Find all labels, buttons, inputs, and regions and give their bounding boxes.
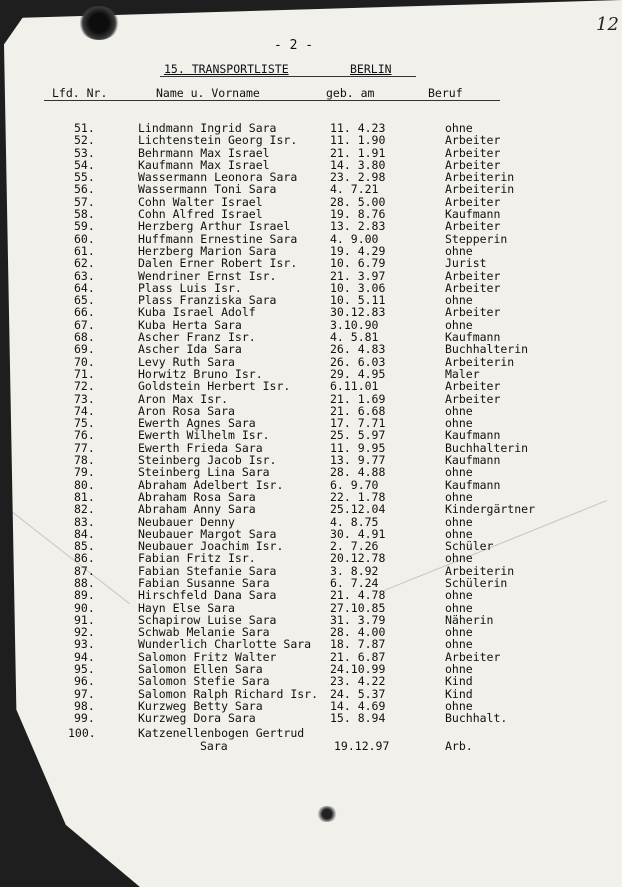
row-birthdate: 26. 6.03 bbox=[330, 354, 386, 369]
row-number: 74. bbox=[74, 403, 95, 418]
row-birthdate: 22. 1.78 bbox=[330, 489, 386, 504]
row-birthdate: 23. 2.98 bbox=[330, 170, 386, 185]
row-name: Ewerth Frieda Sara bbox=[138, 440, 263, 455]
row-birthdate: 21. 1.91 bbox=[330, 145, 386, 160]
row-number: 70. bbox=[74, 354, 95, 369]
row-name: Schwab Melanie Sara bbox=[138, 625, 270, 640]
row-occupation: ohne bbox=[445, 243, 473, 258]
row-occupation: Buchhalterin bbox=[445, 342, 529, 357]
row-number: 54. bbox=[74, 157, 95, 172]
row-name: Salomon Ralph Richard Isr. bbox=[138, 686, 319, 701]
row-birthdate: 21. 4.78 bbox=[330, 588, 386, 603]
row-name: Plass Luis Isr. bbox=[138, 280, 242, 295]
row-birthdate: 21. 1.69 bbox=[330, 391, 386, 406]
header-rule bbox=[44, 100, 500, 101]
title-underline bbox=[160, 76, 416, 77]
row-birthdate: 20.12.78 bbox=[330, 551, 386, 566]
row-occupation: Arbeiter bbox=[445, 268, 501, 283]
row-number: 81. bbox=[74, 489, 95, 504]
row-birthdate: 6. 7.24 bbox=[330, 575, 379, 590]
row-occupation: ohne bbox=[445, 403, 473, 418]
row-occupation: Arbeiter bbox=[445, 391, 501, 406]
row-birthdate: 4. 9.00 bbox=[330, 231, 379, 246]
row-number: 60. bbox=[74, 231, 95, 246]
row-name: Cohn Alfred Israel bbox=[138, 207, 263, 222]
row-name: Salomon Fritz Walter bbox=[138, 649, 277, 664]
row-occupation: Kind bbox=[445, 674, 473, 689]
row-name: Kuba Israel Adolf bbox=[138, 305, 256, 320]
list-row bbox=[0, 380, 622, 392]
list-row bbox=[0, 393, 622, 405]
row-name: Herzberg Marion Sara bbox=[138, 243, 277, 258]
row-birthdate: 21. 6.68 bbox=[330, 403, 386, 418]
column-header-job: Beruf bbox=[428, 86, 463, 100]
row-name: Hayn Else Sara bbox=[138, 600, 235, 615]
row-birthdate: 21. 3.97 bbox=[330, 268, 386, 283]
row-birthdate: 18. 7.87 bbox=[330, 637, 386, 652]
row-number: 78. bbox=[74, 453, 95, 468]
row-name: Goldstein Herbert Isr. bbox=[138, 379, 291, 394]
row-number: 71. bbox=[74, 366, 95, 381]
row-occupation: Buchhalterin bbox=[445, 440, 529, 455]
row-occupation: Arb. bbox=[445, 739, 473, 753]
row-birthdate: 19. 4.29 bbox=[330, 243, 386, 258]
row-name: Lichtenstein Georg Isr. bbox=[138, 133, 298, 148]
row-occupation: Arbeiter bbox=[445, 194, 501, 209]
row-name: Dalen Erner Robert Isr. bbox=[138, 256, 298, 271]
row-occupation: Arbeiter bbox=[445, 133, 501, 148]
row-birthdate: 4. 7.21 bbox=[330, 182, 379, 197]
row-birthdate: 27.10.85 bbox=[330, 600, 386, 615]
row-birthdate: 10. 3.06 bbox=[330, 280, 386, 295]
row-name: Steinberg Lina Sara bbox=[138, 465, 270, 480]
row-birthdate: 10. 5.11 bbox=[330, 293, 386, 308]
row-name: Salomon Ellen Sara bbox=[138, 662, 263, 677]
row-occupation: Arbeiter bbox=[445, 145, 501, 160]
row-birthdate: 19.12.97 bbox=[334, 739, 390, 753]
row-occupation: ohne bbox=[445, 526, 473, 541]
row-number: 100. bbox=[68, 726, 96, 740]
row-birthdate: 6.11.01 bbox=[330, 379, 379, 394]
row-name: Plass Franziska Sara bbox=[138, 293, 277, 308]
row-name: Wunderlich Charlotte Sara bbox=[138, 637, 312, 652]
row-occupation: ohne bbox=[445, 662, 473, 677]
row-number: 95. bbox=[74, 662, 95, 677]
row-number: 62. bbox=[74, 256, 95, 271]
row-birthdate: 3. 8.92 bbox=[330, 563, 379, 578]
row-occupation: ohne bbox=[445, 551, 473, 566]
row-name: Fabian Fritz Isr. bbox=[138, 551, 256, 566]
row-birthdate: 13. 9.77 bbox=[330, 453, 386, 468]
row-occupation: Schülerin bbox=[445, 575, 508, 590]
row-birthdate: 25. 5.97 bbox=[330, 428, 386, 443]
list-row bbox=[0, 257, 622, 269]
row-occupation: ohne bbox=[445, 600, 473, 615]
row-occupation: Arbeiter bbox=[445, 219, 501, 234]
row-name: Neubauer Denny bbox=[138, 514, 235, 529]
row-occupation: ohne bbox=[445, 698, 473, 713]
list-row bbox=[0, 183, 622, 195]
row-number: 68. bbox=[74, 330, 95, 345]
list-row bbox=[0, 589, 622, 601]
row-name: Salomon Stefie Sara bbox=[138, 674, 270, 689]
row-name: Kurzweg Betty Sara bbox=[138, 698, 263, 713]
list-row bbox=[0, 552, 622, 564]
row-birthdate: 11. 9.95 bbox=[330, 440, 386, 455]
row-name: Ewerth Agnes Sara bbox=[138, 416, 256, 431]
row-name: Huffmann Ernestine Sara bbox=[138, 231, 298, 246]
row-occupation: ohne bbox=[445, 317, 473, 332]
row-birthdate: 14. 4.69 bbox=[330, 698, 386, 713]
row-name: Katzenellenbogen Gertrud bbox=[138, 726, 305, 740]
row-occupation: Kaufmann bbox=[445, 330, 501, 345]
document-city: BERLIN bbox=[350, 62, 392, 76]
ink-blot bbox=[78, 6, 120, 40]
row-birthdate: 28. 5.00 bbox=[330, 194, 386, 209]
row-occupation: Arbeiterin bbox=[445, 170, 515, 185]
row-occupation: ohne bbox=[445, 121, 473, 135]
row-number: 97. bbox=[74, 686, 95, 701]
row-name: Fabian Susanne Sara bbox=[138, 575, 270, 590]
row-number: 93. bbox=[74, 637, 95, 652]
row-birthdate: 15. 8.94 bbox=[330, 711, 386, 726]
row-name: Ascher Franz Isr. bbox=[138, 330, 256, 345]
row-number: 98. bbox=[74, 698, 95, 713]
row-name: Lindmann Ingrid Sara bbox=[138, 121, 277, 135]
row-occupation: Maler bbox=[445, 366, 480, 381]
row-birthdate: 19. 8.76 bbox=[330, 207, 386, 222]
row-number: 72. bbox=[74, 379, 95, 394]
row-occupation: Arbeiter bbox=[445, 305, 501, 320]
row-birthdate: 4. 8.75 bbox=[330, 514, 379, 529]
row-birthdate: 26. 4.83 bbox=[330, 342, 386, 357]
row-occupation: Arbeiterin bbox=[445, 182, 515, 197]
row-number: 90. bbox=[74, 600, 95, 615]
row-number: 91. bbox=[74, 612, 95, 627]
column-header-date: geb. am bbox=[326, 86, 375, 100]
row-birthdate: 3.10.90 bbox=[330, 317, 379, 332]
row-number: 75. bbox=[74, 416, 95, 431]
row-number: 55. bbox=[74, 170, 95, 185]
row-name: Neubauer Margot Sara bbox=[138, 526, 277, 541]
column-header-nr: Lfd. Nr. bbox=[52, 86, 108, 100]
row-number: 76. bbox=[74, 428, 95, 443]
row-birthdate: 31. 3.79 bbox=[330, 612, 386, 627]
row-name: Abraham Rosa Sara bbox=[138, 489, 256, 504]
row-number: 61. bbox=[74, 243, 95, 258]
row-number: 80. bbox=[74, 477, 95, 492]
row-name: Herzberg Arthur Israel bbox=[138, 219, 291, 234]
row-number: 86. bbox=[74, 551, 95, 566]
row-occupation: Buchhalt. bbox=[445, 711, 508, 726]
row-birthdate: 30. 4.91 bbox=[330, 526, 386, 541]
row-birthdate: 29. 4.95 bbox=[330, 366, 386, 381]
row-occupation: Arbeiter bbox=[445, 157, 501, 172]
row-name: Abraham Adelbert Isr. bbox=[138, 477, 284, 492]
page-number: - 2 - bbox=[274, 38, 314, 53]
row-name: Kuba Herta Sara bbox=[138, 317, 242, 332]
row-occupation: Arbeiter bbox=[445, 280, 501, 295]
transport-list bbox=[0, 122, 622, 725]
row-number: 85. bbox=[74, 539, 95, 554]
row-occupation: Kaufmann bbox=[445, 428, 501, 443]
row-number: 58. bbox=[74, 207, 95, 222]
list-row bbox=[0, 134, 622, 146]
row-name: Abraham Anny Sara bbox=[138, 502, 256, 517]
row-occupation: Stepperin bbox=[445, 231, 508, 246]
row-occupation: ohne bbox=[445, 293, 473, 308]
row-name: Aron Max Isr. bbox=[138, 391, 229, 406]
list-row bbox=[0, 429, 622, 441]
row-birthdate: 11. 1.90 bbox=[330, 133, 386, 148]
row-number: 51. bbox=[74, 121, 95, 135]
row-number: 79. bbox=[74, 465, 95, 480]
row-occupation: Jurist bbox=[445, 256, 487, 271]
row-occupation: Kindergärtner bbox=[445, 502, 536, 517]
row-number: 99. bbox=[74, 711, 95, 726]
row-birthdate: 21. 6.87 bbox=[330, 649, 386, 664]
row-number: 82. bbox=[74, 502, 95, 517]
row-number: 96. bbox=[74, 674, 95, 689]
row-occupation: Kaufmann bbox=[445, 477, 501, 492]
row-name: Wassermann Toni Sara bbox=[138, 182, 277, 197]
list-row bbox=[0, 503, 622, 515]
row-name: Kurzweg Dora Sara bbox=[138, 711, 256, 726]
row-occupation: ohne bbox=[445, 465, 473, 480]
row-number: 69. bbox=[74, 342, 95, 357]
row-number: 84. bbox=[74, 526, 95, 541]
row-occupation: Arbeiterin bbox=[445, 354, 515, 369]
ink-blot bbox=[316, 806, 338, 822]
row-occupation: Kaufmann bbox=[445, 207, 501, 222]
row-birthdate: 2. 7.26 bbox=[330, 539, 379, 554]
row-number: 59. bbox=[74, 219, 95, 234]
row-birthdate: 14. 3.80 bbox=[330, 157, 386, 172]
row-birthdate: 28. 4.00 bbox=[330, 625, 386, 640]
row-number: 73. bbox=[74, 391, 95, 406]
row-number: 64. bbox=[74, 280, 95, 295]
row-birthdate: 23. 4.22 bbox=[330, 674, 386, 689]
row-name: Fabian Stefanie Sara bbox=[138, 563, 277, 578]
row-name: Wendriner Ernst Isr. bbox=[138, 268, 277, 283]
row-occupation: Arbeiter bbox=[445, 649, 501, 664]
row-birthdate: 17. 7.71 bbox=[330, 416, 386, 431]
row-name: Levy Ruth Sara bbox=[138, 354, 235, 369]
row-occupation: ohne bbox=[445, 637, 473, 652]
row-birthdate: 25.12.04 bbox=[330, 502, 386, 517]
row-number: 92. bbox=[74, 625, 95, 640]
row-number: 57. bbox=[74, 194, 95, 209]
list-row bbox=[0, 306, 622, 318]
document-title: 15. TRANSPORTLISTE bbox=[164, 62, 289, 76]
list-row bbox=[0, 516, 622, 528]
row-occupation: Arbeiter bbox=[445, 379, 501, 394]
list-row bbox=[0, 675, 622, 687]
row-number: 65. bbox=[74, 293, 95, 308]
row-number: 63. bbox=[74, 268, 95, 283]
row-number: 56. bbox=[74, 182, 95, 197]
row-number: 77. bbox=[74, 440, 95, 455]
row-name: Neubauer Joachim Isr. bbox=[138, 539, 284, 554]
row-name: Ascher Ida Sara bbox=[138, 342, 242, 357]
list-row bbox=[0, 638, 622, 650]
row-birthdate: 13. 2.83 bbox=[330, 219, 386, 234]
row-birthdate: 24. 5.37 bbox=[330, 686, 386, 701]
row-name: Wassermann Leonora Sara bbox=[138, 170, 298, 185]
row-number: 89. bbox=[74, 588, 95, 603]
row-name: Behrmann Max Israel bbox=[138, 145, 270, 160]
row-name: Cohn Walter Israel bbox=[138, 194, 263, 209]
row-occupation: Kind bbox=[445, 686, 473, 701]
row-name: Aron Rosa Sara bbox=[138, 403, 235, 418]
list-row bbox=[0, 712, 622, 724]
row-number: 53. bbox=[74, 145, 95, 160]
row-birthdate: 10. 6.79 bbox=[330, 256, 386, 271]
list-row bbox=[0, 343, 622, 355]
row-birthdate: 11. 4.23 bbox=[330, 121, 386, 135]
row-occupation: ohne bbox=[445, 514, 473, 529]
row-name: Schapirow Luise Sara bbox=[138, 612, 277, 627]
row-birthdate: 6. 9.70 bbox=[330, 477, 379, 492]
row-name: Hirschfeld Dana Sara bbox=[138, 588, 277, 603]
list-row bbox=[0, 220, 622, 232]
row-occupation: Näherin bbox=[445, 612, 494, 627]
row-name: Horwitz Bruno Isr. bbox=[138, 366, 263, 381]
row-occupation: Arbeiterin bbox=[445, 563, 515, 578]
row-occupation: ohne bbox=[445, 416, 473, 431]
row-name-continued: Sara bbox=[200, 739, 228, 753]
row-occupation: Kaufmann bbox=[445, 453, 501, 468]
list-row bbox=[0, 270, 622, 282]
row-occupation: ohne bbox=[445, 588, 473, 603]
column-header-name: Name u. Vorname bbox=[156, 86, 260, 100]
row-birthdate: 4. 5.81 bbox=[330, 330, 379, 345]
row-number: 83. bbox=[74, 514, 95, 529]
row-number: 87. bbox=[74, 563, 95, 578]
row-occupation: Schüler bbox=[445, 539, 494, 554]
list-row bbox=[0, 466, 622, 478]
row-name: Kaufmann Max Israel bbox=[138, 157, 270, 172]
row-birthdate: 30.12.83 bbox=[330, 305, 386, 320]
row-number: 52. bbox=[74, 133, 95, 148]
row-occupation: ohne bbox=[445, 489, 473, 504]
row-occupation: ohne bbox=[445, 625, 473, 640]
row-number: 67. bbox=[74, 317, 95, 332]
row-number: 66. bbox=[74, 305, 95, 320]
row-birthdate: 24.10.99 bbox=[330, 662, 386, 677]
archive-page-number: 12 bbox=[596, 14, 619, 35]
row-number: 94. bbox=[74, 649, 95, 664]
row-number: 88. bbox=[74, 575, 95, 590]
row-name: Ewerth Wilhelm Isr. bbox=[138, 428, 270, 443]
row-birthdate: 28. 4.88 bbox=[330, 465, 386, 480]
row-name: Steinberg Jacob Isr. bbox=[138, 453, 277, 468]
